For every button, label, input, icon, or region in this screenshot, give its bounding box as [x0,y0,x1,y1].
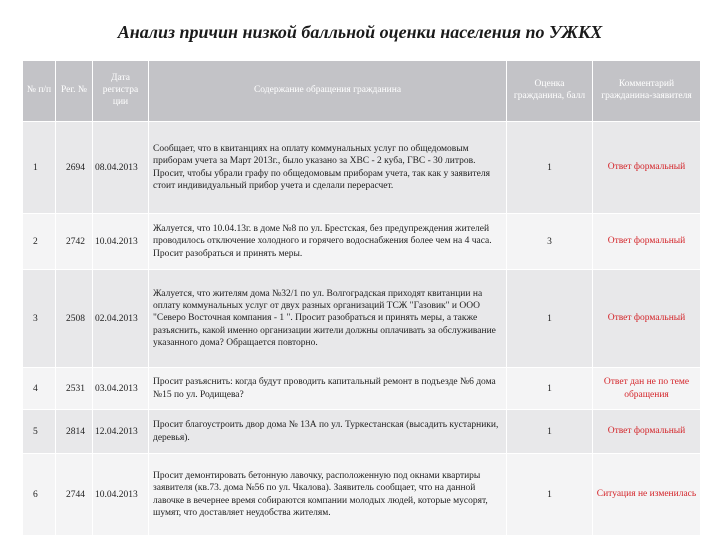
cell-score: 1 [507,454,593,536]
cell-score: 1 [507,368,593,410]
cell-comment: Ответ дан не по теме обращения [593,368,701,410]
table-row [23,214,701,270]
header-content: Содержание обращения гражданина [149,61,507,122]
cell-date: 10.04.2013 [93,214,149,270]
cell-reg: 2814 [56,410,93,454]
header-score: Оценка гражданина, балл [507,61,593,122]
cell-reg: 2508 [56,270,93,368]
cell-score: 1 [507,122,593,214]
table-row [23,368,701,410]
cell-comment: Ответ формальный [593,410,701,454]
cell-num: 1 [23,122,56,214]
cell-date: 08.04.2013 [93,122,149,214]
cell-num: 6 [23,454,56,536]
analysis-table [22,60,701,536]
header-comment: Комментарий гражданина-заявителя [593,61,701,122]
cell-comment: Ответ формальный [593,214,701,270]
cell-score: 3 [507,214,593,270]
cell-content: Просит демонтировать бетонную лавочку, расположенную под окнами квартиры заявителя (кв.73. дома №56 по ул. Чкалова). Заявитель сообщает, что на данной лавочке в вечернее время собираются компании молодых людей, которые мусорят, шумят, что доставляет неудобства жителям. [149,454,507,536]
cell-content: Жалуется, что жителям дома №32/1 по ул. Волгоградская приходят квитанции на оплату коммунальных услуг от двух разных организаций ТСЖ "Газовик" и ООО "Северо Восточная компания - 1 ". Просит разобраться и принять меры, а также разъяснить, какой именно организации жители должны оплачивать за обслуживание указанного дома? Обращается повторно. [149,270,507,368]
cell-comment: Ситуация не изменилась [593,454,701,536]
cell-num: 4 [23,368,56,410]
table-header-row [23,61,701,122]
cell-score: 1 [507,270,593,368]
cell-score: 1 [507,410,593,454]
header-date: Дата регистра ции [93,61,149,122]
cell-content: Просит благоустроить двор дома № 13А по ул. Туркестанская (высадить кустарники, деревья). [149,410,507,454]
cell-content: Просит разъяснить: когда будут проводить капитальный ремонт в подъезде №6 дома №15 по ул. Родищева? [149,368,507,410]
cell-reg: 2744 [56,454,93,536]
cell-content: Жалуется, что 10.04.13г. в доме №8 по ул. Брестская, без предупреждения жителей проводилось отключение холодного и горячего водоснабжения более чем на 4 часа. Просит разобраться и принять меры. [149,214,507,270]
cell-content: Сообщает, что в квитанциях на оплату коммунальных услуг по общедомовым приборам учета за Март 2013г., было указано за ХВС - 2 куба, ГВС - 30 литров. Просит, чтобы убрали графу по общедомовым приборам учета, так как у заявителя стоит индивидуальный прибор учета и сделали перерасчет. [149,122,507,214]
table-row [23,454,701,536]
cell-comment: Ответ формальный [593,122,701,214]
cell-comment: Ответ формальный [593,270,701,368]
table-row [23,122,701,214]
cell-date: 10.04.2013 [93,454,149,536]
table-row [23,410,701,454]
header-num: № п/п [23,61,56,122]
cell-date: 02.04.2013 [93,270,149,368]
page-title: Анализ причин низкой балльной оценки населения по УЖКХ [117,22,603,42]
cell-num: 2 [23,214,56,270]
cell-reg: 2742 [56,214,93,270]
cell-date: 03.04.2013 [93,368,149,410]
cell-reg: 2694 [56,122,93,214]
cell-num: 5 [23,410,56,454]
cell-date: 12.04.2013 [93,410,149,454]
header-reg: Рег. № [56,61,93,122]
table-row [23,270,701,368]
cell-num: 3 [23,270,56,368]
cell-reg: 2531 [56,368,93,410]
